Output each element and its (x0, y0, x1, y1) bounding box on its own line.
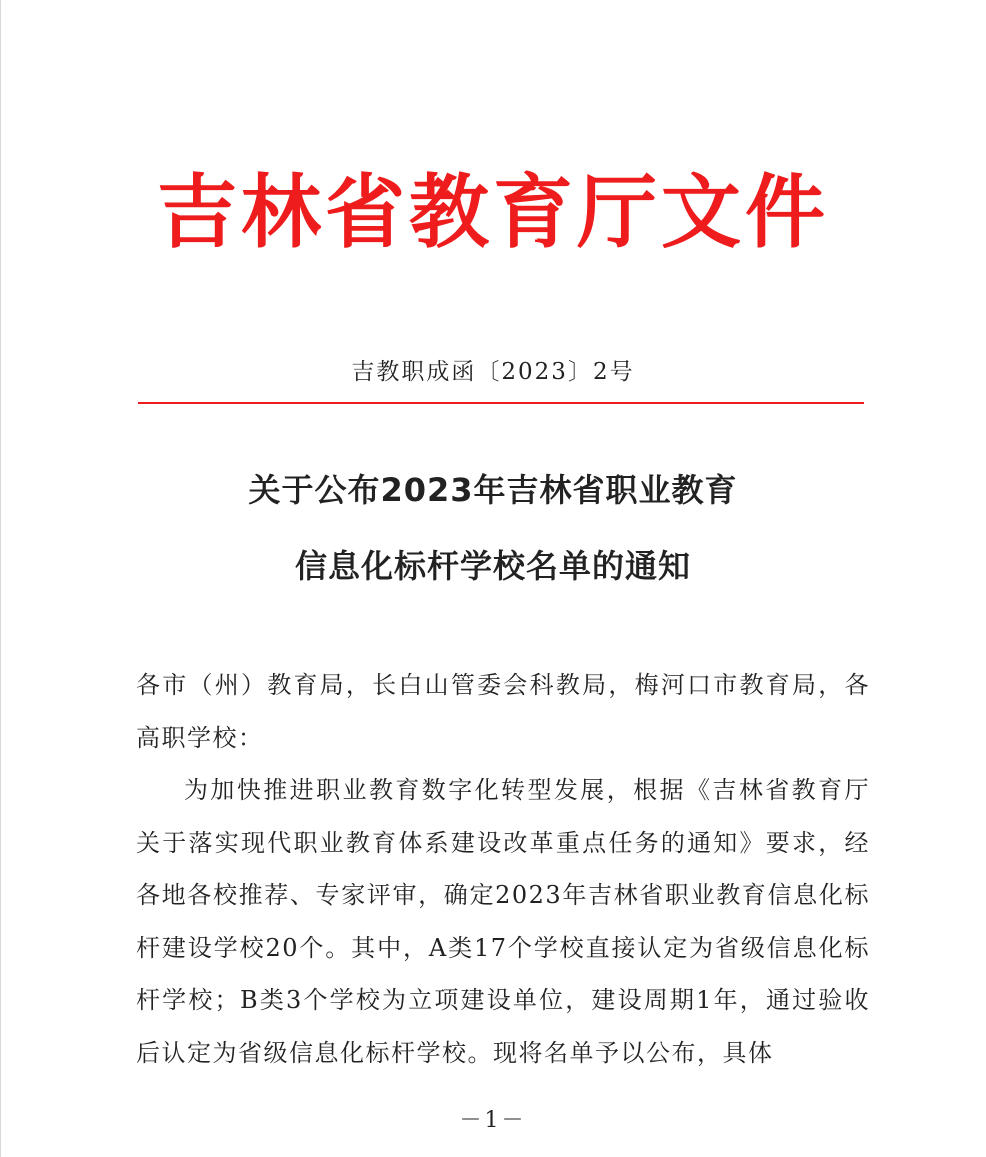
notice-body (136, 659, 870, 1079)
document-number: 吉教职成函〔2023〕2号 (351, 359, 635, 385)
page-number: －1－ (459, 1108, 527, 1133)
notice-title-line-2: 信息化标杆学校名单的通知 (294, 547, 691, 585)
addressees: 各市（州）教育局，长白山管委会科教局，梅河口市教育局，各高职学校： (136, 671, 870, 752)
document-issuer-header: 吉林省教育厅文件 (157, 166, 829, 259)
red-separator-line (138, 402, 864, 404)
notice-title-line-1: 关于公布2023年吉林省职业教育 (248, 471, 738, 509)
body-paragraph-1: 为加快推进职业教育数字化转型发展，根据《吉林省教育厅关于落实现代职业教育体系建设改革重点任务的通知》要求，经各地各校推荐、专家评审，确定2023年吉林省职业教育信息化标杆建设学校20个。其中，A类17个学校直接认定为省级信息化标杆学校；B类3个学校为立项建设单位，建设周期1年，通过验收后认定为省级信息化标杆学校。现将名单予以公布，具体 (136, 776, 870, 1067)
